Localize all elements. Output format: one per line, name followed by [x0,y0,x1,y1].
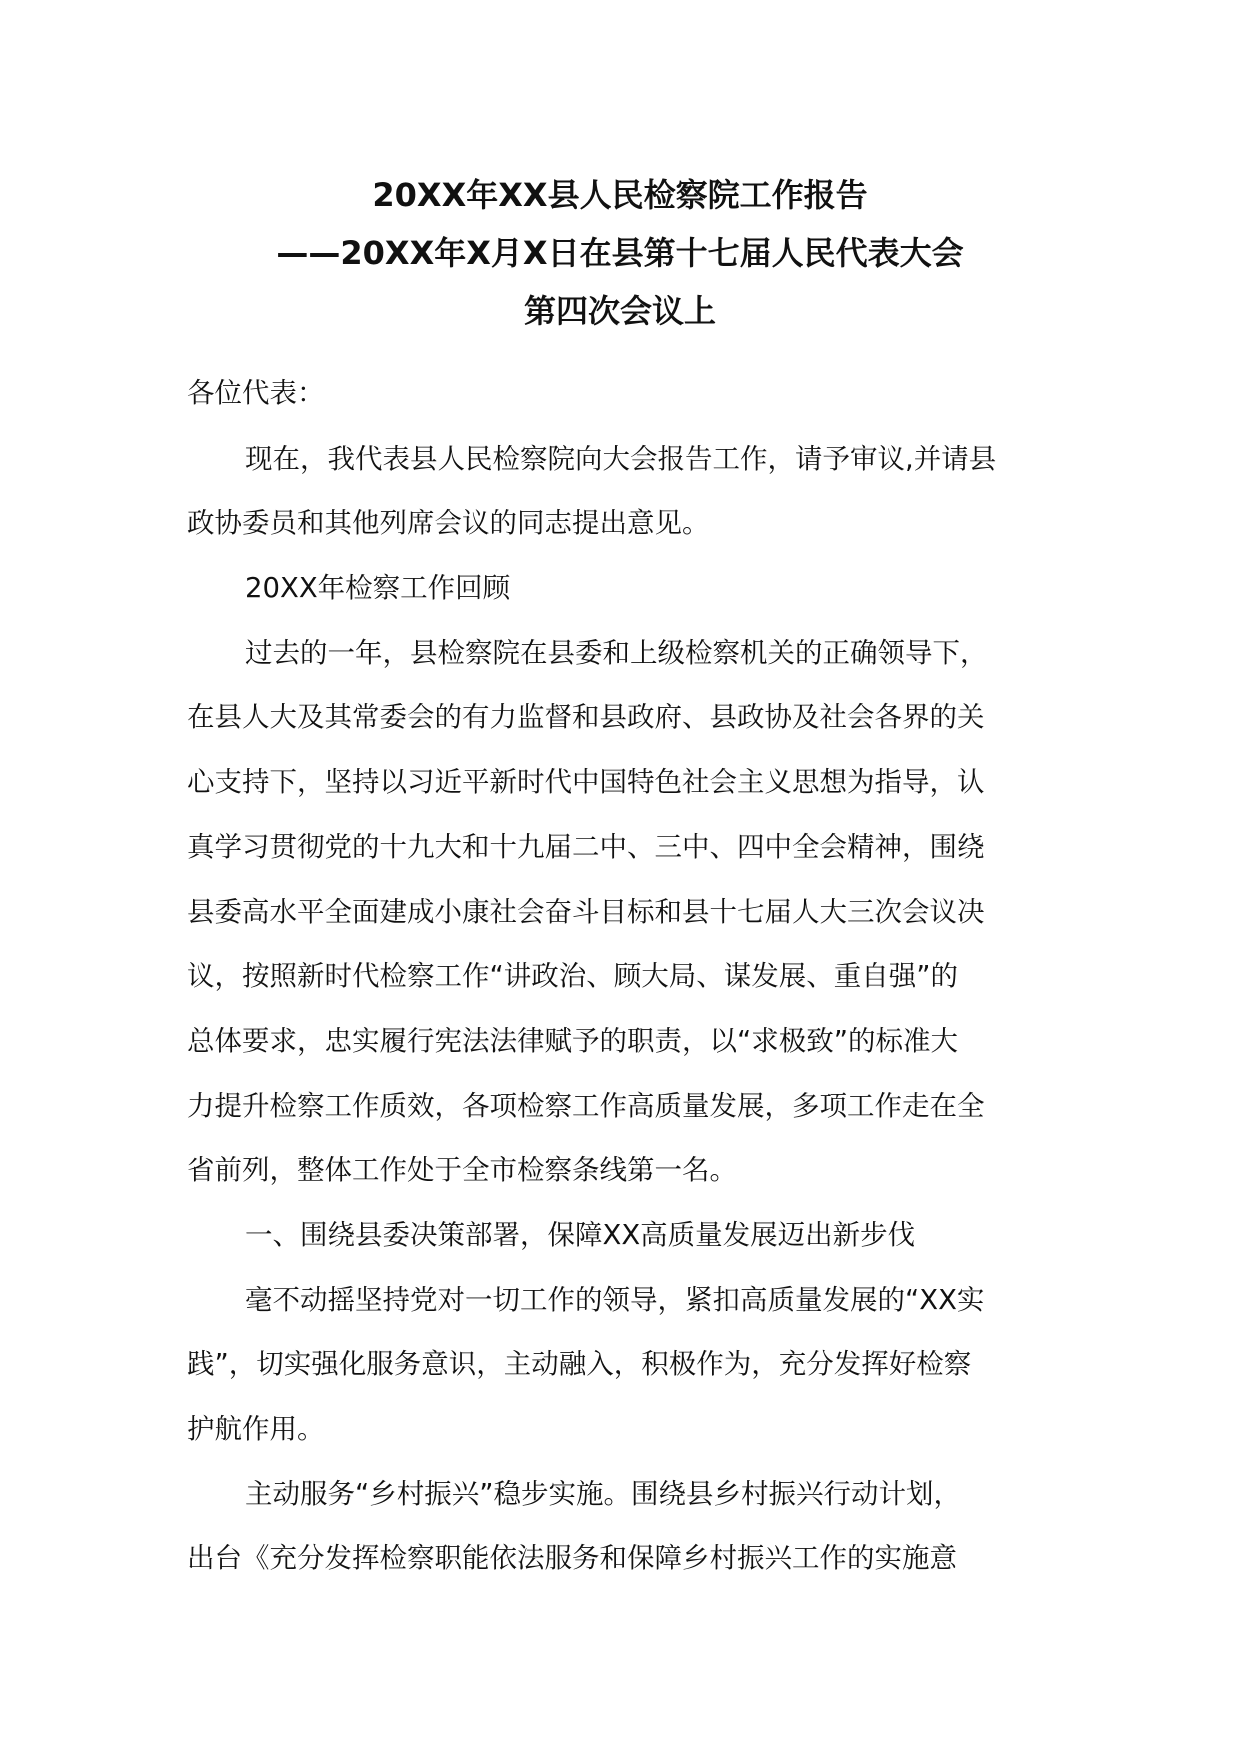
review-paragraph-line: 总体要求，忠实履行宪法法律赋予的职责，以“求极致”的标准大 [187,1025,958,1057]
report-title: 20XX年XX县人民检察院工作报告 [372,176,868,214]
review-paragraph-line: 过去的一年，县检察院在县委和上级检察机关的正确领导下， [245,637,988,669]
review-paragraph-line: 力提升检察工作质效，各项检察工作高质量发展，多项工作走在全 [187,1090,985,1122]
rural-revitalization-paragraph-line: 出台《充分发挥检察职能依法服务和保障乡村振兴工作的实施意 [187,1542,957,1574]
report-subtitle-line-2: 第四次会议上 [523,292,716,330]
review-paragraph-line: 县委高水平全面建成小康社会奋斗目标和县十七届人大三次会议决 [187,896,985,928]
review-paragraph-line: 在县人大及其常委会的有力监督和县政府、县政协及社会各界的关 [187,701,985,733]
review-paragraph-line: 省前列，整体工作处于全市检察条线第一名。 [187,1154,737,1186]
salutation: 各位代表： [187,377,325,409]
intro-paragraph-line: 现在，我代表县人民检察院向大会报告工作，请予审议,并请县 [245,443,997,475]
review-paragraph-line: 心支持下，坚持以习近平新时代中国特色社会主义思想为指导，认 [187,766,985,798]
intro-paragraph-line: 政协委员和其他列席会议的同志提出意见。 [187,507,710,539]
section-heading-review: 20XX年检察工作回顾 [245,572,511,604]
section-one-paragraph-line: 护航作用。 [187,1413,325,1445]
rural-revitalization-paragraph-line: 主动服务“乡村振兴”稳步实施。围绕县乡村振兴行动计划， [245,1478,961,1510]
review-paragraph-line: 真学习贯彻党的十九大和十九届二中、三中、四中全会精神，围绕 [187,831,985,863]
report-subtitle-line-1: ——20XX年X月X日在县第十七届人民代表大会 [276,234,964,272]
section-heading-one: 一、围绕县委决策部署，保障XX高质量发展迈出新步伐 [245,1219,916,1251]
section-one-paragraph-line: 践”，切实强化服务意识，主动融入，积极作为，充分发挥好检察 [187,1348,972,1380]
review-paragraph-line: 议，按照新时代检察工作“讲政治、顾大局、谋发展、重自强”的 [187,960,958,992]
section-one-paragraph-line: 毫不动摇坚持党对一切工作的领导，紧扣高质量发展的“XX实 [245,1284,985,1316]
